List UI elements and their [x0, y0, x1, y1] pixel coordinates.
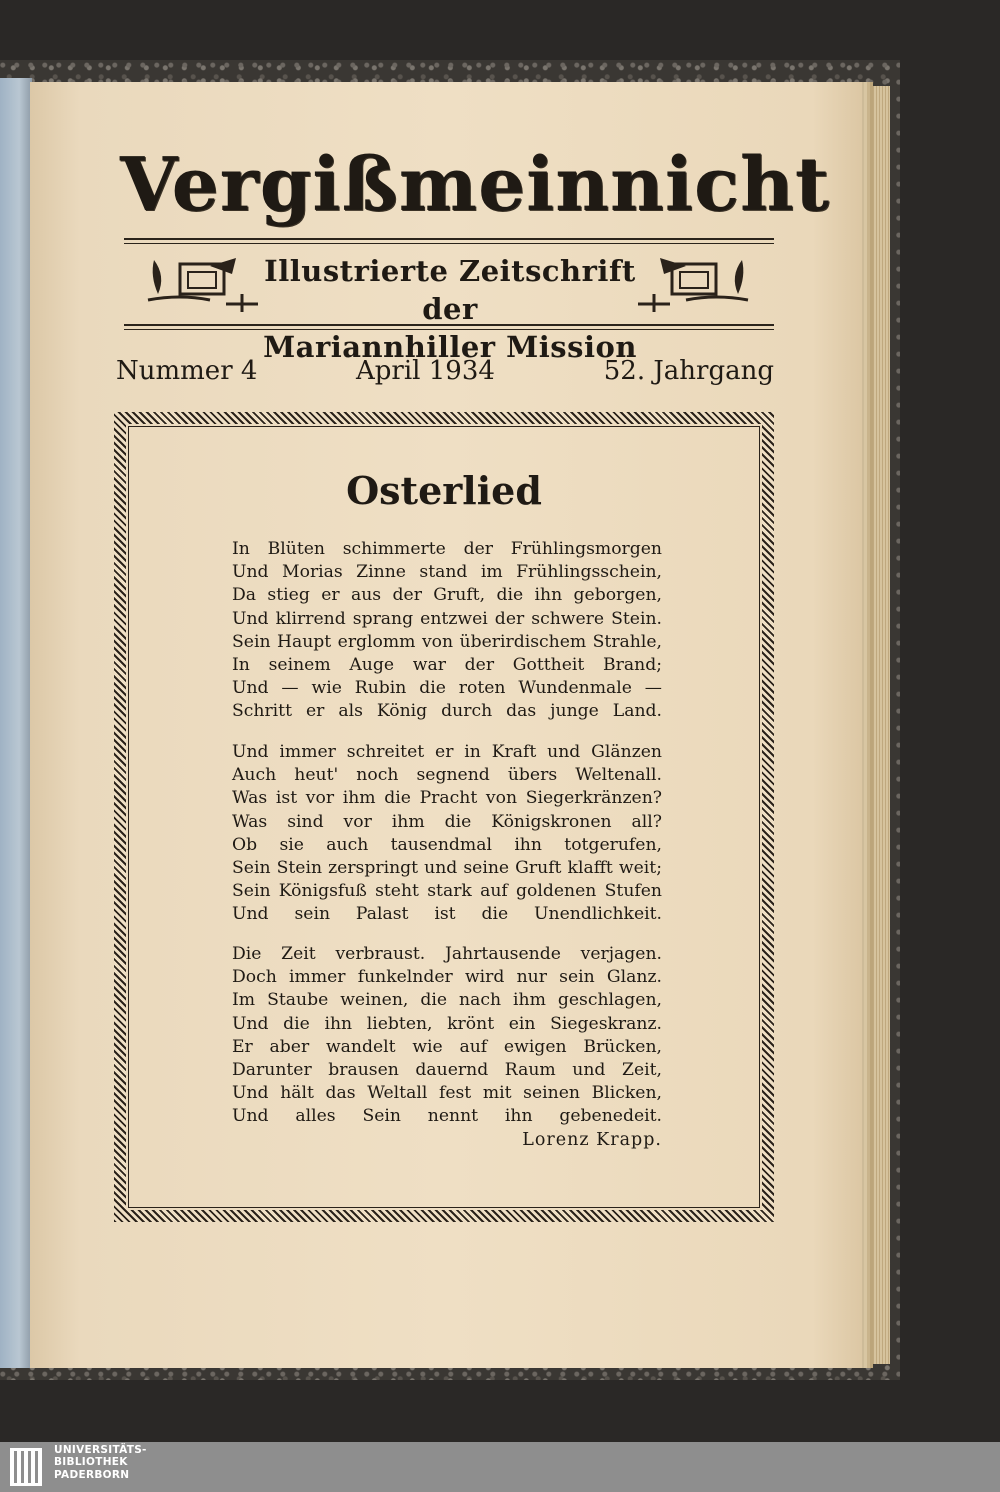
left-page-edge — [0, 78, 32, 1368]
page-edges — [862, 86, 890, 1364]
left-ornament-icon — [140, 250, 260, 314]
issue-line — [116, 356, 774, 390]
poem-line: Und Morias Zinne stand im Frühlingsschein, — [232, 562, 662, 583]
poem-line: Und die ihn liebten, krönt ein Siegeskranz. — [232, 1013, 662, 1034]
poem-title: Osterlied — [346, 468, 542, 513]
poem-line: Ob sie auch tausendmal ihn totgerufen, — [232, 834, 662, 855]
poem-line: Sein Haupt erglomm von überirdischem Strahle, — [232, 631, 662, 652]
poem-line: Und — wie Rubin die roten Wundenmale — — [232, 678, 662, 699]
masthead-rule-top — [124, 238, 774, 240]
subtitle-line-1: Illustrierte Zeitschrift der — [264, 254, 636, 326]
masthead-subtitle — [260, 252, 640, 366]
poem-line: Sein Stein zerspringt und seine Gruft klafft weit; — [232, 858, 662, 879]
library-name-line-1: UNIVERSITÄTS- — [54, 1444, 147, 1456]
poem-line: Er aber wandelt wie auf ewigen Brücken, — [232, 1036, 662, 1057]
poem-line: Sein Königsfuß steht stark auf goldenen Stufen — [232, 881, 662, 902]
issue-volume: 52. Jahrgang — [603, 356, 774, 386]
masthead-title: Vergißmeinnicht — [120, 142, 831, 228]
poem-line: In seinem Auge war der Gottheit Brand; — [232, 655, 662, 676]
poem-line: Auch heut' noch segnend übers Weltenall. — [232, 765, 662, 786]
poem-line: Und immer schreitet er in Kraft und Glänzen — [232, 742, 662, 762]
poem-line: Die Zeit verbraust. Jahrtausende verjagen. — [232, 944, 662, 964]
poem-line: Darunter brausen dauernd Raum und Zeit, — [232, 1060, 662, 1081]
library-name — [54, 1444, 254, 1481]
poem-stanza-2 — [232, 741, 662, 927]
poem-line: Schritt er als König durch das junge Land. — [232, 701, 662, 722]
library-logo-icon — [8, 1446, 44, 1488]
poem-line: Was ist vor ihm die Pracht von Siegerkränzen? — [232, 788, 662, 809]
poem-line: Und hält das Weltall fest mit seinen Blicken, — [232, 1083, 662, 1104]
issue-date: April 1934 — [356, 356, 495, 386]
poem-stanza-3 — [232, 943, 662, 1129]
library-name-line-2: BIBLIOTHEK — [54, 1456, 128, 1469]
poem-author: Lorenz Krapp. — [522, 1130, 662, 1150]
poem-line: Und alles Sein nennt ihn gebenedeit. — [232, 1106, 662, 1127]
subtitle-line-2: Mariannhiller Mission — [263, 330, 637, 364]
poem-stanza-1 — [232, 538, 662, 724]
poem-line: Doch immer funkelnder wird nur sein Glanz. — [232, 967, 662, 988]
poem-line: Was sind vor ihm die Königskronen all? — [232, 811, 662, 832]
library-name-line-3: PADERBORN — [54, 1468, 130, 1481]
poem-line: Und sein Palast ist die Unendlichkeit. — [232, 904, 662, 925]
issue-number: Nummer 4 — [116, 356, 258, 386]
masthead-rule-bottom — [124, 324, 774, 326]
poem-line: In Blüten schimmerte der Frühlingsmorgen — [232, 539, 662, 559]
right-ornament-icon — [636, 250, 756, 314]
poem-line: Im Staube weinen, die nach ihm geschlagen, — [232, 990, 662, 1011]
poem-line: Und klirrend sprang entzwei der schwere Stein. — [232, 608, 662, 629]
poem-line: Da stieg er aus der Gruft, die ihn geborgen, — [232, 585, 662, 606]
